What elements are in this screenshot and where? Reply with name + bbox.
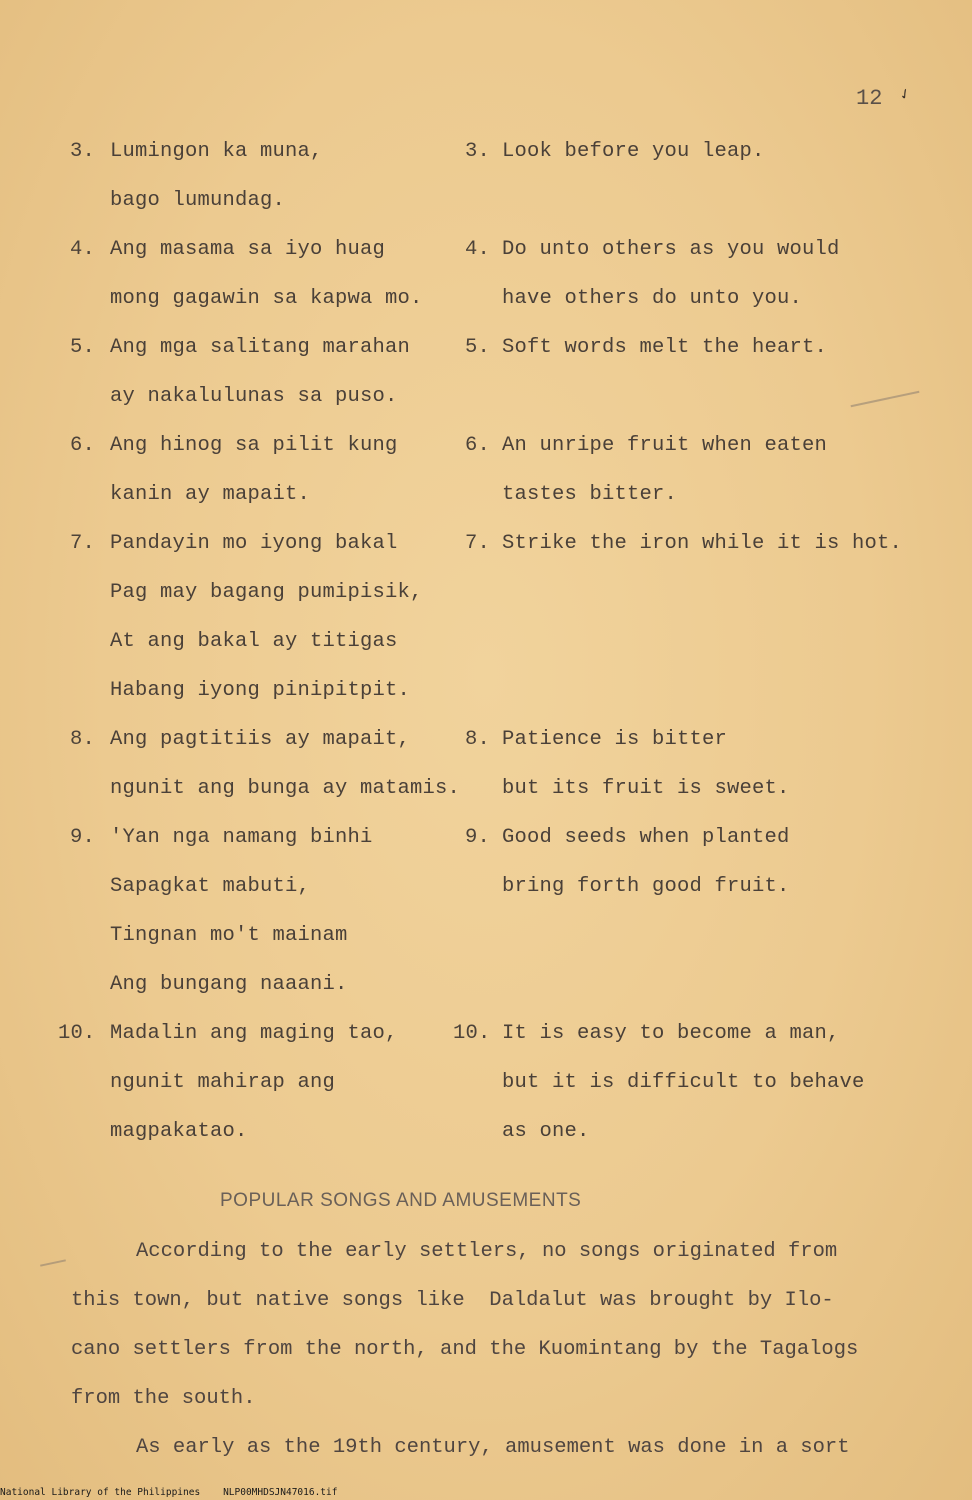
paragraph-line: As early as the 19th century, amusement was done in a sort	[136, 1436, 850, 1459]
check-mark-icon: ✓	[896, 84, 914, 106]
proverb-6-english-line: tastes bitter.	[502, 483, 678, 506]
proverb-5-english-number: 5.	[465, 336, 491, 359]
proverb-9-english-line: Good seeds when planted	[502, 826, 790, 849]
proverb-6-tagalog-number: 6.	[70, 434, 96, 457]
proverb-7-english-line: Strike the iron while it is hot.	[502, 532, 903, 555]
archive-footer	[0, 1487, 337, 1498]
proverb-8-tagalog-line: Ang pagtitiis ay mapait,	[110, 728, 411, 751]
proverb-9-english-number: 9.	[465, 826, 491, 849]
proverb-5-tagalog-line: Ang mga salitang marahan	[110, 336, 411, 359]
proverb-6-english-line: An unripe fruit when eaten	[502, 434, 828, 457]
proverb-8-english-number: 8.	[465, 728, 491, 751]
proverb-3-english-line: Look before you leap.	[502, 140, 765, 163]
proverb-10-english-line: as one.	[502, 1120, 590, 1143]
proverb-6-tagalog-line: kanin ay mapait.	[110, 483, 311, 506]
proverb-7-tagalog-line: Pag may bagang pumipisik,	[110, 581, 423, 604]
proverb-5-english-line: Soft words melt the heart.	[502, 336, 828, 359]
proverb-9-tagalog-line: Sapagkat mabuti,	[110, 875, 311, 898]
paragraph-line: According to the early settlers, no songs originated from	[136, 1240, 838, 1263]
proverb-3-tagalog-line: Lumingon ka muna,	[110, 140, 323, 163]
proverb-7-tagalog-line: Habang iyong pinipitpit.	[110, 679, 411, 702]
proverb-10-english-line: It is easy to become a man,	[502, 1022, 840, 1045]
proverb-9-english-line: bring forth good fruit.	[502, 875, 790, 898]
ink-smudge	[40, 1259, 66, 1266]
proverb-10-tagalog-line: ngunit mahirap ang	[110, 1071, 336, 1094]
proverb-10-english-number: 10.	[453, 1022, 491, 1045]
proverb-9-tagalog-line: 'Yan nga namang binhi	[110, 826, 373, 849]
proverb-8-tagalog-number: 8.	[70, 728, 96, 751]
proverb-9-tagalog-line: Ang bungang naaani.	[110, 973, 348, 996]
proverb-8-english-line: Patience is bitter	[502, 728, 728, 751]
proverb-5-tagalog-line: ay nakalulunas sa puso.	[110, 385, 398, 408]
proverb-10-tagalog-number: 10.	[58, 1022, 96, 1045]
proverb-8-tagalog-line: ngunit ang bunga ay matamis.	[110, 777, 461, 800]
paragraph-line: from the south.	[71, 1387, 256, 1410]
footer-library: National Library of the Philippines	[0, 1487, 201, 1498]
proverb-10-tagalog-line: magpakatao.	[110, 1120, 248, 1143]
proverb-4-tagalog-line: mong gagawin sa kapwa mo.	[110, 287, 423, 310]
proverb-4-english-line: Do unto others as you would	[502, 238, 840, 261]
proverb-3-tagalog-number: 3.	[70, 140, 96, 163]
proverb-6-english-number: 6.	[465, 434, 491, 457]
paragraph-line: cano settlers from the north, and the Kuomintang by the Tagalogs	[71, 1338, 859, 1361]
footer-file-id: NLP00MHDSJN47016.tif	[223, 1487, 338, 1498]
proverb-8-english-line: but its fruit is sweet.	[502, 777, 790, 800]
proverb-7-tagalog-line: Pandayin mo iyong bakal	[110, 532, 398, 555]
proverb-7-tagalog-line: At ang bakal ay titigas	[110, 630, 398, 653]
section-heading: POPULAR SONGS AND AMUSEMENTS	[220, 1190, 582, 1211]
proverb-4-tagalog-number: 4.	[70, 238, 96, 261]
proverb-10-tagalog-line: Madalin ang maging tao,	[110, 1022, 398, 1045]
proverb-10-english-line: but it is difficult to behave	[502, 1071, 865, 1094]
paragraph-line: this town, but native songs like Daldalut was brought by Ilo-	[71, 1289, 834, 1312]
proverb-3-tagalog-line: bago lumundag.	[110, 189, 286, 212]
page-number: 12	[856, 86, 883, 111]
proverb-4-english-line: have others do unto you.	[502, 287, 803, 310]
proverb-7-english-number: 7.	[465, 532, 491, 555]
proverb-4-tagalog-line: Ang masama sa iyo huag	[110, 238, 386, 261]
proverb-3-english-number: 3.	[465, 140, 491, 163]
proverb-5-tagalog-number: 5.	[70, 336, 96, 359]
proverb-9-tagalog-number: 9.	[70, 826, 96, 849]
proverb-4-english-number: 4.	[465, 238, 491, 261]
proverb-6-tagalog-line: Ang hinog sa pilit kung	[110, 434, 398, 457]
ink-smudge	[851, 391, 920, 408]
proverb-7-tagalog-number: 7.	[70, 532, 96, 555]
proverb-9-tagalog-line: Tingnan mo't mainam	[110, 924, 348, 947]
